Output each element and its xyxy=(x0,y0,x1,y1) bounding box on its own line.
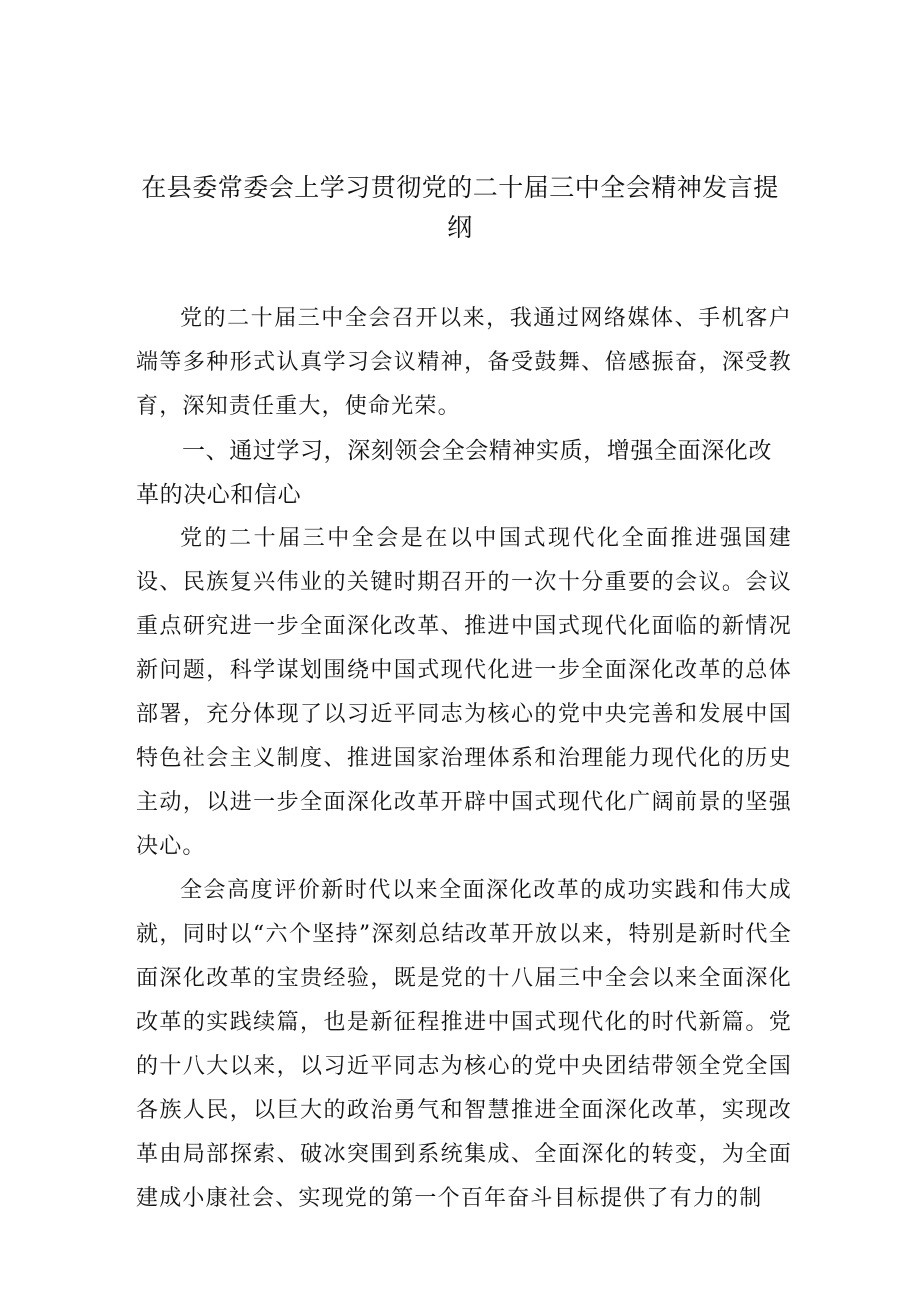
intro-paragraph: 党的二十届三中全会召开以来，我通过网络媒体、手机客户端等多种形式认真学习会议精神，备受鼓舞、倍感振奋，深受教育，深知责任重大，使命光荣。 xyxy=(136,306,792,419)
document-body xyxy=(136,297,792,1221)
section-heading: 一、通过学习，深刻领会全会精神实质，增强全面深化改革的决心和信心 xyxy=(136,438,772,508)
body-paragraph: 党的二十届三中全会是在以中国式现代化全面推进强国建设、民族复兴伟业的关键时期召开的一次十分重要的会议。会议重点研究进一步全面深化改革、推进中国式现代化面临的新情况新问题，科学谋划围绕中国式现代化进一步全面深化改革的总体部署，充分体现了以习近平同志为核心的党中央完善和发展中国特色社会主义制度、推进国家治理体系和治理能力现代化的历史主动，以进一步全面深化改革开辟中国式现代化广阔前景的坚强决心。 xyxy=(136,526,792,859)
body-paragraph: 全会高度评价新时代以来全面深化改革的成功实践和伟大成就，同时以“六个坚持”深刻总结改革开放以来，特别是新时代全面深化改革的宝贵经验，既是党的十八届三中全会以来全面深化改革的实践续篇，也是新征程推进中国式现代化的时代新篇。党的十八大以来，以习近平同志为核心的党中央团结带领全党全国各族人民，以巨大的政治勇气和智慧推进全面深化改革，实现改革由局部探索、破冰突围到系统集成、全面深化的转变，为全面建成小康社会、实现党的第一个百年奋斗目标提供了有力的制 xyxy=(136,878,792,1211)
document-title: 在县委常委会上学习贯彻党的二十届三中全会精神发言提纲 xyxy=(141,173,779,242)
